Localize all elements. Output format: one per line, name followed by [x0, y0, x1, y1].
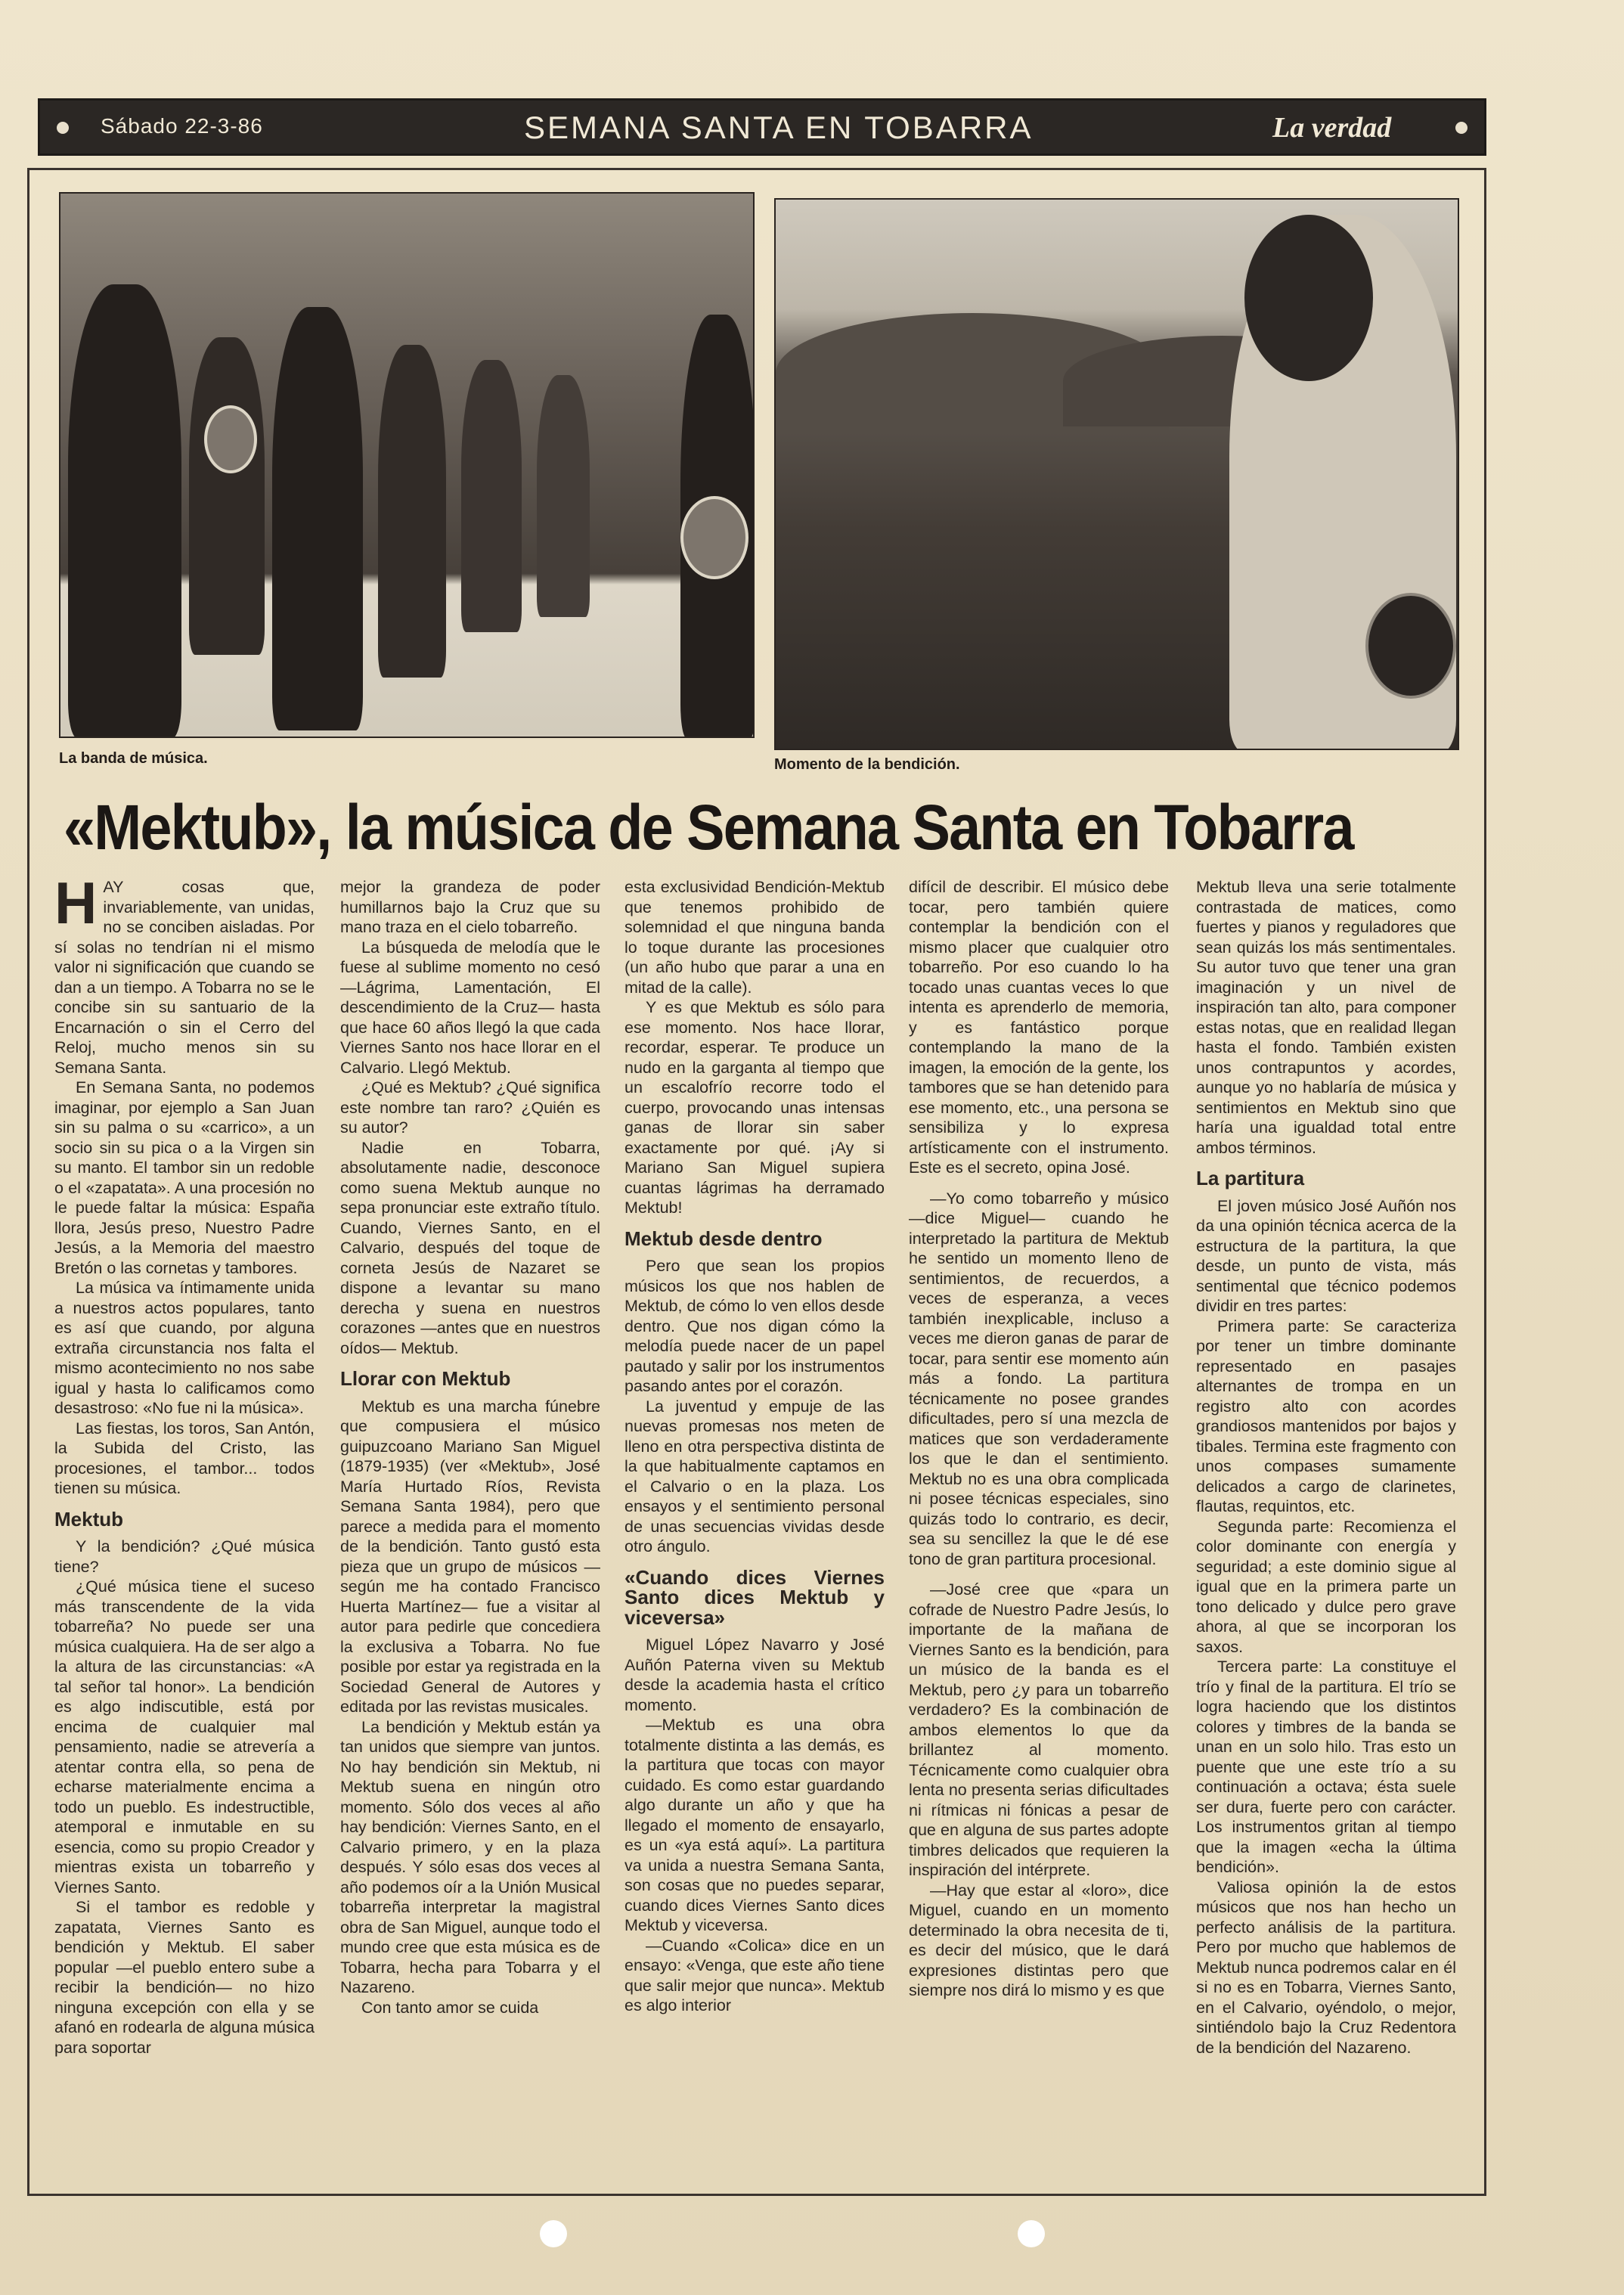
binder-hole [1018, 2220, 1045, 2247]
paragraph: Mektub lleva una serie totalmente contrastada de matices, como fuertes y pianos y reguladores que sean quizás los más sentimentales. Su autor tuvo que tener una gran imaginación y un nivel de inspiración tan alto, para componer estas notas, que en realidad llegan hasta el fondo. También existen unos contrapuntos y acordes, aunque yo no hablaría de música y sentimientos en Mektub sino que haría una igualdad total entre ambos términos. [1196, 878, 1456, 1157]
binder-hole [540, 2220, 567, 2247]
subheading: «Cuando dices Viernes Santo dices Mektub y viceversa» [624, 1565, 885, 1629]
paragraph: Valiosa opinión la de estos músicos que nos han hecho un perfecto análisis de la partitura. Pero por mucho que hablemos de Mektub nunca podremos calar en él si no es en Tobarra, Viernes Santo, en el Calvario, oyéndolo, o mejor, sintiéndolo bajo la Cruz Redentora de la bendición del Nazareno. [1196, 1878, 1456, 2057]
paragraph: Nadie en Tobarra, absolutamente nadie, desconoce como suena Mektub aunque no sepa pronunciar este extraño título. Cuando, Viernes Santo, en el Calvario, después del toque de corneta Jesús de Nazaret se dispone a levantar su mano derecha y suena en nuestros corazones —antes que en nuestros oídos— Mektub. [340, 1138, 600, 1357]
paragraph: El joven músico José Auñón nos da una opinión técnica acerca de la estructura de la partitura, la que desde, un punto de vista, más sentimental que técnico podemos dividir en tres partes: [1196, 1196, 1456, 1315]
page-header-bar [38, 98, 1486, 156]
paragraph: Mektub es una marcha fúnebre que compusiera el músico guipuzcoano Mariano San Miguel (1879-1935) (ver «Mektub», José María Hurtado Ríos, Revista Semana Santa 1984), pero que parece a medida para el momento de la bendición. Tanto gustó esta pieza que un grupo de músicos —según me ha contado Francisco Huerta Martínez— fue a visitar al autor para pedirle que concediera la exclusiva a Tobarra. No fue posible por estar ya registrada en la Sociedad General de Autores y editada por las revistas musicales. [340, 1397, 600, 1716]
paragraph: Miguel López Navarro y José Auñón Paterna viven su Mektub desde la academia hasta el crítico momento. [624, 1636, 885, 1714]
photo-caption: La banda de música. [59, 750, 208, 767]
paragraph: Las fiestas, los toros, San Antón, la Subida del Cristo, las procesiones, el tambor... todos tienen su música. [54, 1419, 315, 1497]
paragraph: La bendición y Mektub están ya tan unidos que siempre van juntos. No hay bendición sin Mektub, ni Mektub suena en ningún otro momento. Sólo dos veces al año hay bendición: Viernes Santo, en el Calvario primero, y en la plaza después. Y sólo esas dos veces al año podemos oír a la Unión Musical tobarreña interpretar la magistral obra de San Miguel, aunque todo el mundo cree que esta música es de Tobarra, hecha para Tobarra y el Nazareno. [340, 1717, 600, 1996]
paragraph: La música va íntimamente unida a nuestros actos populares, tanto es así que cuando, por alguna extraña circunstancia nos falta el mismo acontecimiento no nos sabe igual y hasta lo calificamos como desastroso: «No fue ni la música». [54, 1279, 315, 1417]
paragraph: La búsqueda de melodía que le fuese al sublime momento no cesó —Lágrima, Lamentación, El descendimiento de la Cruz— hasta que hace 60 años llegó la que cada Viernes Santo nos hace llorar en el Calvario. Llegó Mektub. [340, 938, 600, 1077]
drop-cap: H [54, 870, 98, 936]
issue-date: Sábado 22-3-86 [101, 114, 263, 138]
paragraph: Tercera parte: La constituye el trío y final de la partitura. El trío se logra haciendo que los distintos colores y timbres de la banda se unan en un solo hilo. Tras esto un puente que une este trío a su continuación a octava; ésta suele ser dura, fuerte pero con carácter. Los instrumentos gritan al tiempo que la imagen «echa la última bendición». [1196, 1658, 1456, 1876]
bullet-icon [57, 122, 69, 134]
paragraph: —José cree que «para un cofrade de Nuestro Padre Jesús, lo importante de la mañana de Viernes Santo es la bendición, para un músico de la banda es el Mektub, pero ¿y para un tobarreño verdadero? Es la combinación de ambos elementos lo que da brillantez al momento. Técnicamente como cualquier obra lenta no presenta serias dificultades ni rítmicas ni fónicas a pesar de que en alguna de sus partes adopte timbres delicados que requieren la inspiración del intérprete. [909, 1580, 1169, 1879]
article-headline: «Mektub», la música de Semana Santa en Tobarra [64, 792, 1353, 863]
paragraph: esta exclusividad Bendición-Mektub que tenemos prohibido de solemnidad el que ninguna banda lo toque durante las procesiones (un año hubo que parar a una en mitad de la calle). [624, 878, 885, 997]
article-column-5 [1196, 877, 1456, 2058]
section-title: SEMANA SANTA EN TOBARRA [524, 110, 1034, 145]
subheading: La partitura [1196, 1167, 1305, 1189]
paragraph: difícil de describir. El músico debe tocar, pero también quiere contemplar la bendición con el mismo placer que cualquier otro tobarreño. Por eso cuando lo ha tocado unas cuantas veces lo que intenta es aprenderlo de memoria, y es fantástico porque contemplando la mano de la imagen, la emoción de la gente, los tambores que se han detenido para ese momento, etc., una persona se sensibiliza y lo expresa artísticamente con el instrumento. Este es el secreto, opina José. [909, 878, 1169, 1177]
paragraph: —Hay que estar al «loro», dice Miguel, cuando en un momento determinado la obra necesita de ti, es decir del músico, que le dará expresiones distintas pero que siempre nos dirá lo mismo y es que [909, 1881, 1169, 1999]
article-column-2 [340, 877, 600, 2017]
subheading: Mektub [54, 1507, 123, 1531]
paragraph: Con tanto amor se cuida [361, 1998, 539, 2017]
paragraph: —Cuando «Colica» dice en un ensayo: «Venga, que este año tiene que salir mejor que nunca». Mektub es algo interior [624, 1936, 885, 2014]
paragraph: —Yo como tobarreño y músico —dice Miguel— cuando he interpretado la partitura de Mektub he sentido un momento lleno de sentimientos, de recuerdos, a veces de esperanza, a veces también inexplicable, incluso a veces me dieron ganas de parar de tocar, para sentir ese momento aún más a fondo. La partitura técnicamente no posee grandes dificultades, pero sí una mezcla de matices que son verdaderamente los que le dan el sentimiento. Mektub no es una obra complicada ni posee técnicas especiales, sino quizás todo lo contrario, es decir, sea su sencillez la que le dé ese tono de gran partitura procesional. [909, 1189, 1169, 1568]
paragraph: En Semana Santa, no podemos imaginar, por ejemplo a San Juan sin su palma o su «carrico», a un socio sin su pica o a la Virgen sin su manto. El tambor sin un redoble o el «zapatata». A una procesión no le puede faltar la música: España llora, Jesús preso, Nuestro Padre Jesús, a la Memoria del maestro Bretón o las cornetas y tambores. [54, 1078, 315, 1277]
article-column-1 [54, 870, 315, 2058]
paragraph: HAY cosas que, invariablemente, van unidas, no se conciben aisladas. Por sí solas no tendrían ni el mismo valor ni significación que cuando se dan a un tiempo. A Tobarra no se le concibe sin su santuario de la Encarnación o sin el Cerro del Reloj, mucho menos sin su Semana Santa. [54, 870, 315, 1077]
paragraph: Pero que sean los propios músicos los que nos hablen de Mektub, de cómo lo ven ellos desde dentro. Que nos digan cómo la melodía puede nacer de un papel pautado y salir por los instrumentos pasando antes por el corazón. [624, 1257, 885, 1395]
paragraph: Si el tambor es redoble y zapatata, Viernes Santo es bendición y Mektub. El saber popular —el pueblo entero sube a recibir la bendición— no hizo ninguna excepción con ella y se afanó en rodearla de alguna música para soportar [54, 1898, 315, 2057]
newspaper-logo: La verdad [1272, 112, 1392, 144]
subheading: Mektub desde dentro [624, 1227, 823, 1250]
paragraph: ¿Qué es Mektub? ¿Qué significa este nombre tan raro? ¿Quién es su autor? [340, 1078, 600, 1137]
photo-caption: Momento de la bendición. [774, 756, 960, 773]
bullet-icon [1455, 122, 1467, 134]
subheading: Llorar con Mektub [340, 1367, 511, 1390]
blessing-photo [774, 198, 1459, 750]
paragraph: Y es que Mektub es sólo para ese momento. Nos hace llorar, recordar, esperar. Te produce un nudo en la garganta al tiempo que un escalofrío recorre todo el cuerpo, provocando unas intensas ganas de llorar sin saber exactamente por qué. ¡Ay si Mariano San Miguel supiera cuantas lágrimas ha derramado Mektub! [624, 998, 885, 1217]
band-photo [59, 192, 755, 738]
article-column-4 [909, 877, 1169, 2001]
paragraph: Y la bendición? ¿Qué música tiene? [54, 1537, 315, 1576]
article-column-3 [624, 877, 885, 2016]
paragraph: Segunda parte: Recomienza el color dominante con energía y seguridad; a este dominio sigue al igual que en la primera parte un tono delicado y dulce pero grave ahora, al que se incorporan los saxos. [1196, 1517, 1456, 1656]
paragraph: La juventud y empuje de las nuevas promesas nos meten de lleno en otra perspectiva distinta de la que habitualmente captamos en el Calvario o en la plaza. Los ensayos y el sentimiento personal de unas secuencias vividas desde otro ángulo. [624, 1397, 885, 1555]
paragraph: Primera parte: Se caracteriza por tener un timbre dominante representado en pasajes alternantes de trompa en un registro alto con acordes grandiosos mantenidos por bajos y tibales. Termina este fragmento con unos compases sumamente delicados a cargo de clarinetes, flautas, requintos, etc. [1196, 1317, 1456, 1515]
paragraph: ¿Qué música tiene el suceso más transcendente de la vida tobarreña? No puede ser una música cualquiera. Ha de ser algo a la altura de las circunstancias: «A tal señor tal honor». La bendición es algo indiscutible, está por encima de cualquier mal pensamiento, nadie se atrevería a atentar contra ella, so pena de echarse materialmente encima a todo un pueblo. Es indestructible, atemporal e inmutable en su esencia, como su propio Creador y mientras exista un tobarreño y Viernes Santo. [54, 1577, 315, 1896]
paragraph: mejor la grandeza de poder humillarnos bajo la Cruz que su mano traza en el cielo tobarreño. [340, 878, 600, 936]
paragraph: —Mektub es una obra totalmente distinta a las demás, es la partitura que tocas con mayor cuidado. Es como estar guardando algo durante un año y que ha llegado el momento de ensayarlo, es un «ya está aquí». La partitura va unida a nuestra Semana Santa, son cosas que no puedes separar, cuando dices Viernes Santo dices Mektub y viceversa. [624, 1716, 885, 1934]
